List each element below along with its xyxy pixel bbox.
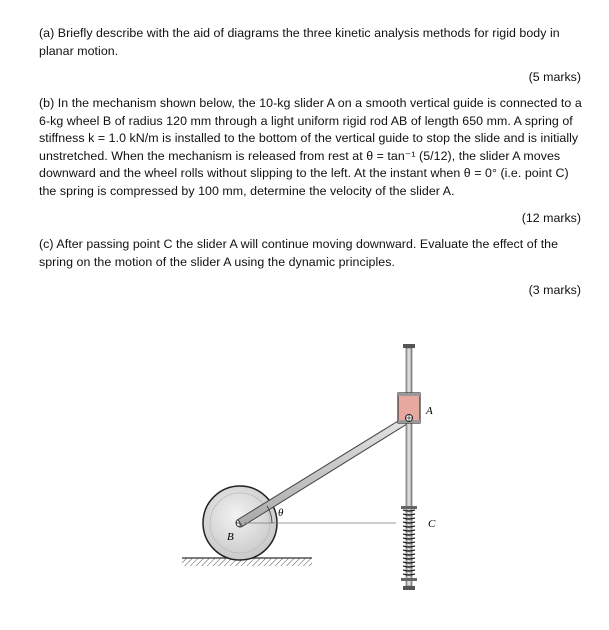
slider-a [398,393,420,423]
mechanism-diagram [160,330,460,610]
label-a: A [426,405,433,417]
label-theta: θ [278,507,284,519]
part-c-text: (c) After passing point C the slider A will continue moving downward. Evaluate the effect of the spring on the motion of the slider A using the dynamic principles. [39,237,559,269]
part-b-text: (b) In the mechanism shown below, the 10-kg slider A on a smooth vertical guide is connected to a 6-kg wheel B of radius 120 mm through a light uniform rigid rod AB of length 650 mm. A spring of stiffness k = 1.0 kN/m is installed to the bottom of the vertical guide to stop the slide and is initially unstretched. When the mechanism is released from rest at θ = tan⁻¹ (5/12), the slider A moves downward and the wheel rolls without slipping to the left. At the instant when θ = 0° (i.e. point C) the spring is compressed by 100 mm, determine the velocity of the slider A. [39,96,582,198]
label-c: C [428,518,436,530]
label-b: B [227,531,234,543]
part-a-text: (a) Briefly describe with the aid of diagrams the three kinetic analysis methods for rigid body in planar motion. [39,26,560,58]
part-a-marks: (5 marks) [528,70,581,84]
part-c-marks: (3 marks) [528,283,581,297]
vertical-guide [403,344,415,590]
rod-ab [238,416,411,527]
part-b-marks: (12 marks) [521,211,581,225]
